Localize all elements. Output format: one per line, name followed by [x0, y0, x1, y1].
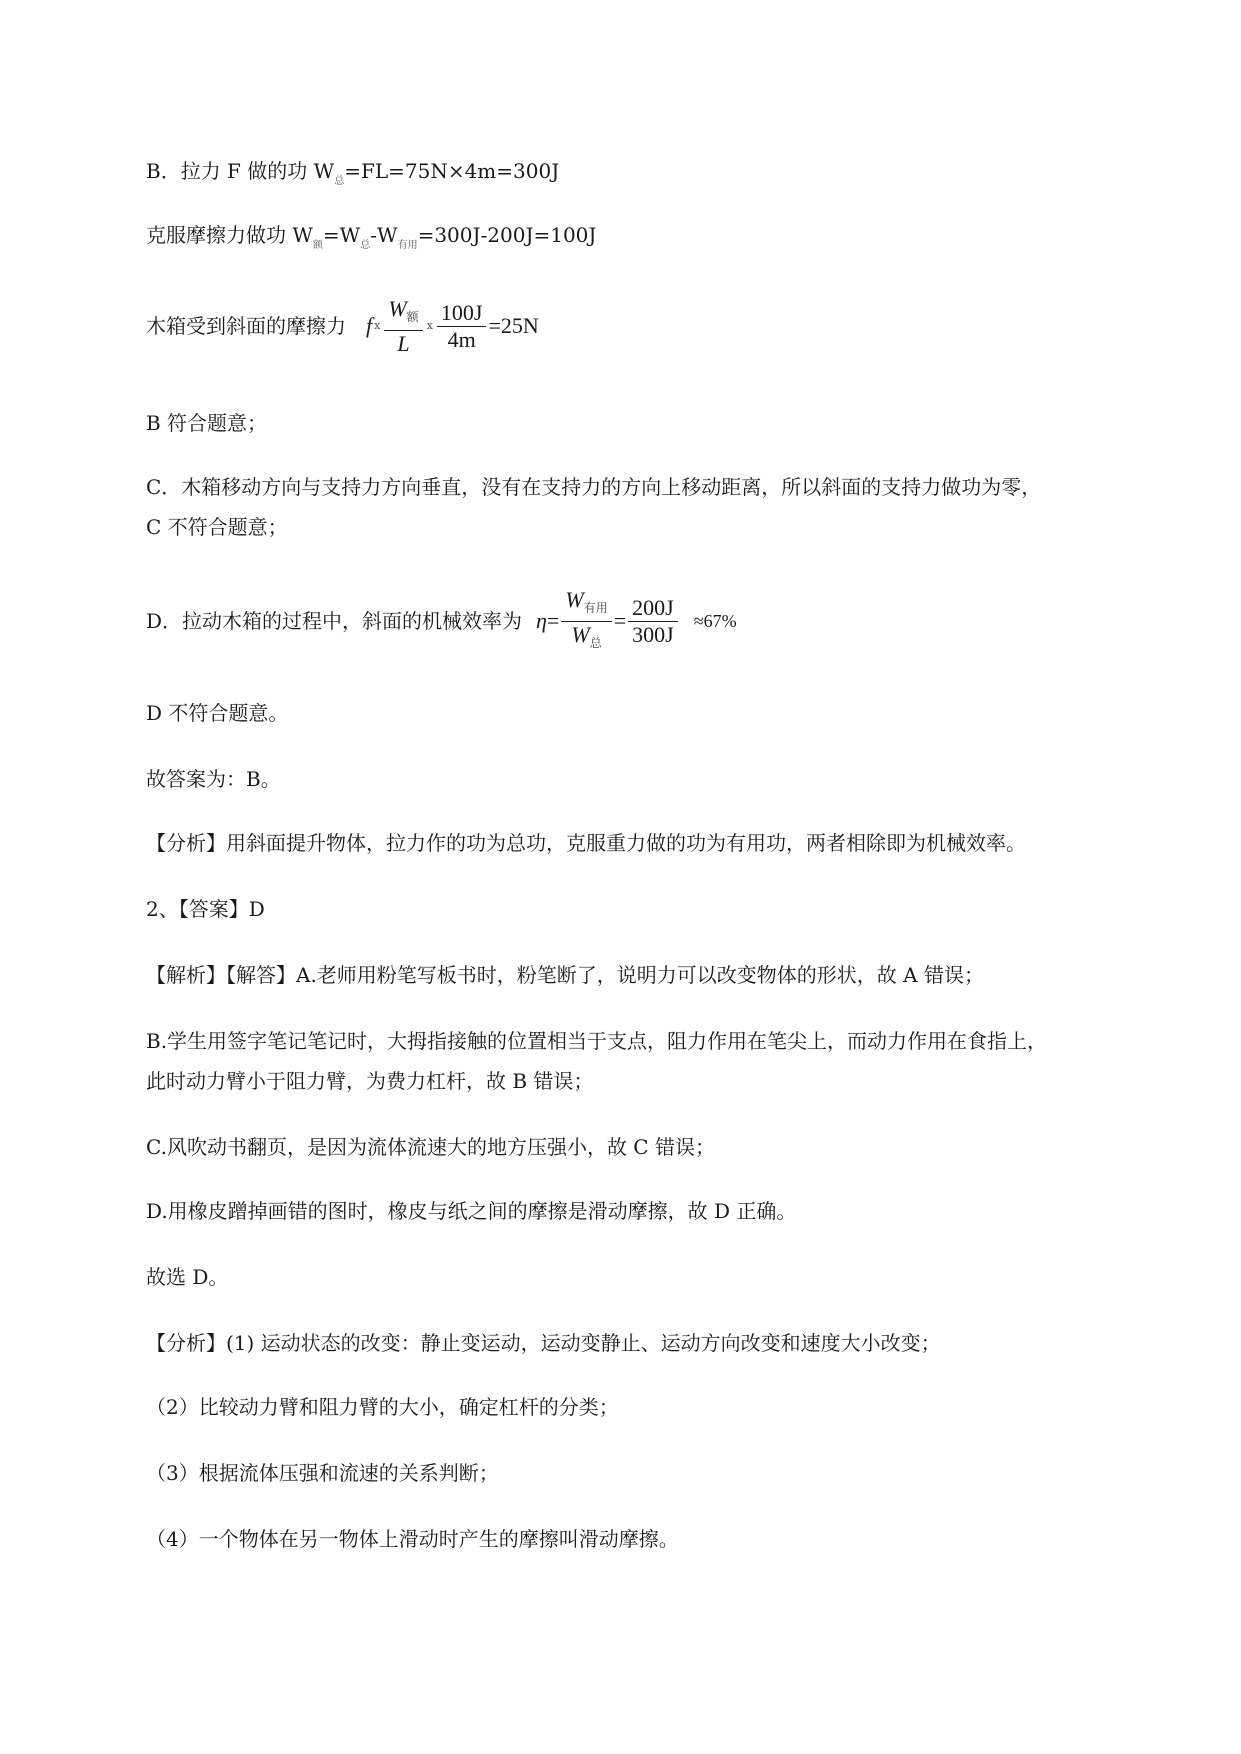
subscript: 有用 [397, 240, 418, 251]
denominator: 4m [447, 326, 476, 352]
numerator: W [388, 295, 407, 321]
q2-solution-a: 【解析】【解答】A.老师用粉笔写板书时，粉笔断了，说明力可以改变物体的形状，故 A 错误； [146, 963, 984, 987]
text: =FL=75N×4m=300J [344, 159, 560, 183]
formula-eq: = [546, 608, 560, 633]
denominator-sub: 总 [589, 635, 602, 650]
b-conclusion: B 符合题意； [146, 411, 268, 435]
q2-analysis-2: （2）比较动力臂和阻力臂的大小，确定杠杆的分类； [146, 1395, 619, 1419]
formula-eq: = [613, 608, 627, 633]
q2-answer: 2、【答案】D [146, 897, 265, 921]
c-line-2: C 不符合题意； [146, 515, 288, 539]
q2-solution-b-2: 此时动力臂小于阻力臂，为费力杠杆，故 B 错误； [146, 1069, 594, 1093]
friction-force-line [146, 296, 539, 356]
text: =300J-200J=100J [417, 223, 597, 247]
c-line-1: C．木箱移动方向与支持力方向垂直，没有在支持力的方向上移动距离，所以斜面的支持力做功为零， [146, 475, 1042, 499]
d-conclusion: D 不符合题意。 [146, 701, 289, 725]
efficiency-line [146, 586, 737, 656]
q2-analysis-4: （4）一个物体在另一物体上滑动时产生的摩擦叫滑动摩擦。 [146, 1527, 679, 1551]
formula-glyph: ⅹ [374, 319, 381, 332]
numerator-sub: 额 [406, 309, 419, 324]
total-work-line [146, 158, 559, 195]
formula-result: ≈67% [693, 611, 737, 631]
denominator: W [571, 621, 590, 647]
formula-symbol: f [366, 313, 373, 338]
formula-symbol: η [536, 608, 547, 633]
analysis-1: 【分析】用斜面提升物体，拉力作的功为总功，克服重力做的功为有用功，两者相除即为机械效率。 [146, 831, 1026, 855]
subscript: 总 [360, 240, 371, 251]
fraction-w-over-l [384, 296, 422, 357]
numerator: 100J [437, 300, 487, 327]
friction-work-line [146, 222, 596, 259]
fraction-values [628, 595, 678, 648]
q2-analysis-1: 【分析】(1) 运动状态的改变：静止变运动，运动变静止、运动方向改变和速度大小改变； [146, 1331, 941, 1355]
fraction-values [437, 300, 487, 353]
formula-glyph: ⅹ [426, 319, 433, 332]
text: =W [322, 223, 361, 247]
q2-solution-b-1: B.学生用签字笔记笔记时，大拇指接触的位置相当于支点，阻力作用在笔尖上，而动力作用在食指上， [146, 1029, 1048, 1053]
subscript: 总 [334, 176, 345, 187]
text: 木箱受到斜面的摩擦力 [146, 314, 346, 338]
numerator-sub: 有用 [583, 600, 608, 615]
q2-choice: 故选 D。 [146, 1265, 229, 1289]
subscript: 额 [312, 240, 323, 251]
q2-analysis-3: （3）根据流体压强和流速的关系判断； [146, 1461, 499, 1485]
answer-1: 故答案为：B。 [146, 767, 281, 791]
q2-solution-c: C.风吹动书翻页，是因为流体流速大的地方压强小，故 C 错误； [146, 1135, 715, 1159]
fraction-useful-over-total [561, 587, 611, 656]
text: 克服摩擦力做功 W [146, 223, 313, 247]
text: B．拉力 F 做的功 W [146, 159, 335, 183]
q2-solution-d: D.用橡皮蹭掉画错的图时，橡皮与纸之间的摩擦是滑动摩擦，故 D 正确。 [146, 1199, 797, 1223]
denominator: L [397, 330, 410, 356]
formula-result: =25N [488, 313, 539, 338]
numerator: W [565, 586, 584, 612]
denominator: 300J [632, 621, 674, 647]
text: -W [370, 223, 398, 247]
numerator: 200J [628, 595, 678, 622]
text: D．拉动木箱的过程中，斜面的机械效率为 [146, 609, 523, 633]
